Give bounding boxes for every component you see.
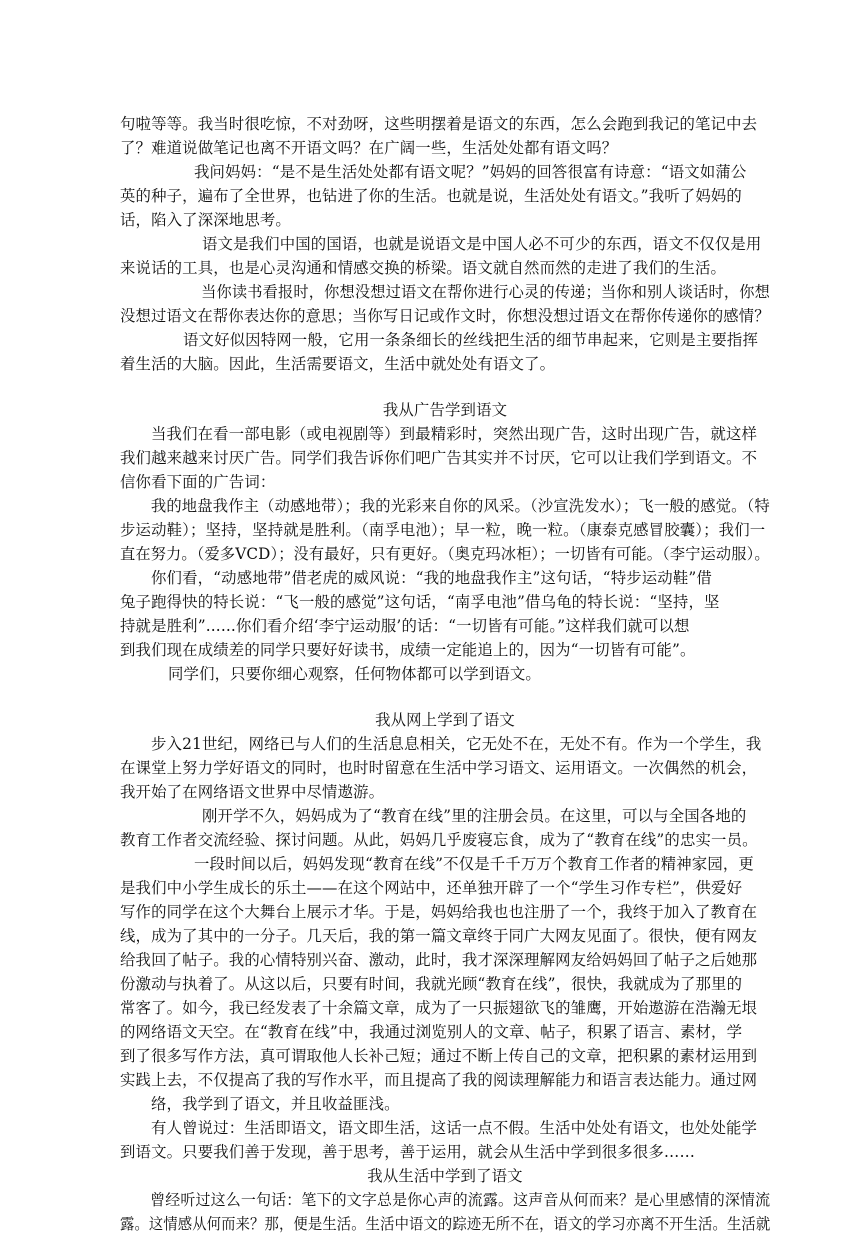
- paragraph-line: 曾经听过这么一句话：笔下的文字总是你心声的流露。这声音从何而来？是心里感情的深情流: [150, 1191, 771, 1209]
- paragraph-line: 我的地盘我作主（动感地带）；我的光彩来自你的风采。（沙宣洗发水）；飞一般的感觉。（特: [150, 497, 770, 515]
- paragraph-line: 露。这情感从何而来？那，便是生活。生活中语文的踪迹无所不在，语文的学习亦离不开生活。生活就: [120, 1215, 771, 1233]
- paragraph-line: 了？难道说做笔记也离不开语文吗？在广阔一些，生活处处都有语文吗？: [120, 139, 618, 157]
- paragraph-line: 我开始了在网络语文世界中尽情遨游。: [120, 783, 385, 801]
- paragraph-line: 句啦等等。我当时很吃惊，不对劲呀，这些明摆着是语文的东西，怎么会跑到我记的笔记中去: [120, 115, 758, 133]
- paragraph-line: 英的种子，遍布了全世界，也钻进了你的生活。也就是说，生活处处有语文。”我听了妈妈的: [120, 187, 742, 205]
- paragraph-line: 在课堂上努力学好语文的同时，也时时留意在生活中学习语文、运用语文。一次偶然的机会，: [120, 759, 758, 777]
- paragraph-line: 到了很多写作方法，真可谓取他人长补己短；通过不断上传自己的文章，把积累的素材运用到: [120, 1047, 758, 1065]
- paragraph-line: 到我们现在成绩差的同学只要好好读书，成绩一定能追上的，因为“一切皆有可能”。: [120, 641, 696, 659]
- paragraph-line: 教育工作者交流经验、探讨问题。从此，妈妈几乎废寝忘食，成为了“教育在线”的忠实一员。: [120, 831, 758, 849]
- section-title: 我从生活中学到了语文: [367, 1167, 523, 1185]
- paragraph-line: 当我们在看一部电影（或电视剧等）到最精彩时，突然出现广告，这时出现广告，就这样: [151, 425, 758, 443]
- paragraph-line: 的网络语文天空。在“教育在线”中，我通过浏览别人的文章、帖子，积累了语言、素材，学: [120, 1023, 743, 1041]
- paragraph-line: 给我回了帖子。我的心情特别兴奋、激动，此时，我才深深理解网友给妈妈回了帖子之后她那: [120, 951, 758, 969]
- paragraph-line: 到语文。只要我们善于发现，善于思考，善于运用，就会从生活中学到很多很多……: [120, 1143, 696, 1161]
- section-title: 我从网上学到了语文: [375, 711, 515, 729]
- paragraph-line: 一段时间以后，妈妈发现“教育在线”不仅是千千万万个教育工作者的精神家园，更: [194, 855, 754, 873]
- paragraph-line: 同学们，只要你细心观察，任何物体都可以学到语文。: [168, 665, 541, 683]
- paragraph-line: 着生活的大脑。因此，生活需要语文，生活中就处处有语文了。: [120, 355, 556, 373]
- paragraph-line: 刚开学不久，妈妈成为了“教育在线”里的注册会员。在这里，可以与全国各地的: [202, 807, 747, 825]
- paragraph-line: 写作的同学在这个大舞台上展示才华。于是，妈妈给我也也注册了一个，我终于加入了教育在: [120, 903, 758, 921]
- paragraph-line: 直在努力。（爱多VCD）；没有最好，只有更好。（奥克玛冰柜）；一切皆有可能。（李宁运动服）。: [120, 545, 770, 563]
- paragraph-line: 常客了。如今，我已经发表了十余篇文章，成为了一只振翅欲飞的雏鹰，开始遨游在浩瀚无垠: [120, 999, 758, 1017]
- paragraph-line: 我问妈妈：“是不是生活处处都有语文呢？”妈妈的回答很富有诗意：“语文如蒲公: [194, 163, 747, 181]
- paragraph-line: 当你读书看报时，你想没想过语文在帮你进行心灵的传递；当你和别人谈话时，你想: [201, 283, 770, 301]
- paragraph-line: 语文好似因特网一般，它用一条条细长的丝线把生活的细节串起来，它则是主要指挥: [183, 331, 759, 349]
- paragraph-line: 份激动与执着了。从这以后，只要有时间，我就光顾“教育在线”，很快，我就成为了那里的: [120, 975, 743, 993]
- paragraph-line: 你们看，“动感地带”借老虎的威风说：“我的地盘我作主”这句话，“特步运动鞋”借: [151, 569, 712, 587]
- paragraph-line: 语文是我们中国的国语，也就是说语文是中国人必不可少的东西，语文不仅仅是用: [202, 235, 762, 253]
- paragraph-line: 话，陷入了深深地思考。: [120, 211, 291, 229]
- paragraph-line: 兔子跑得快的特长说：“飞一般的感觉”这句话，“南孚电池”借乌龟的特长说：“坚持，坚: [120, 593, 720, 611]
- paragraph-line: 线，成为了其中的一分子。几天后，我的第一篇文章终于同广大网友见面了。很快，便有网友: [120, 927, 758, 945]
- paragraph-line: 没想过语文在帮你表达你的意思；当你写日记或作文时，你想没想过语文在帮你传递你的感情？: [120, 307, 770, 325]
- paragraph-line: 持就是胜利”......你们看介绍‘李宁运动服’的话：“一切皆有可能。”这样我们就可以想: [120, 617, 690, 635]
- document-page: [120, 112, 770, 1236]
- paragraph-line: 我们越来越来讨厌广告。同学们我告诉你们吧广告其实并不讨厌，它可以让我们学到语文。不: [120, 449, 758, 467]
- paragraph-line: 信你看下面的广告词：: [120, 473, 276, 491]
- paragraph-line: 步入21世纪，网络已与人们的生活息息相关，它无处不在，无处不有。作为一个学生，我: [151, 735, 762, 753]
- paragraph-line: 是我们中小学生成长的乐土——在这个网站中，还单独开辟了一个“学生习作专栏”，供爱好: [120, 879, 743, 897]
- paragraph-line: 有人曾说过：生活即语文，语文即生活，这话一点不假。生活中处处有语文，也处处能学: [151, 1119, 758, 1137]
- paragraph-line: 络，我学到了语文，并且收益匪浅。: [151, 1095, 400, 1113]
- paragraph-line: 来说话的工具，也是心灵沟通和情感交换的桥梁。语文就自然而然的走进了我们的生活。: [120, 259, 727, 277]
- paragraph-line: 步运动鞋）；坚持，坚持就是胜利。（南孚电池）；早一粒，晚一粒。（康泰克感冒胶囊）；我们一: [120, 521, 766, 539]
- section-title: 我从广告学到语文: [382, 401, 508, 419]
- paragraph-line: 实践上去，不仅提高了我的写作水平，而且提高了我的阅读理解能力和语言表达能力。通过网: [120, 1071, 758, 1089]
